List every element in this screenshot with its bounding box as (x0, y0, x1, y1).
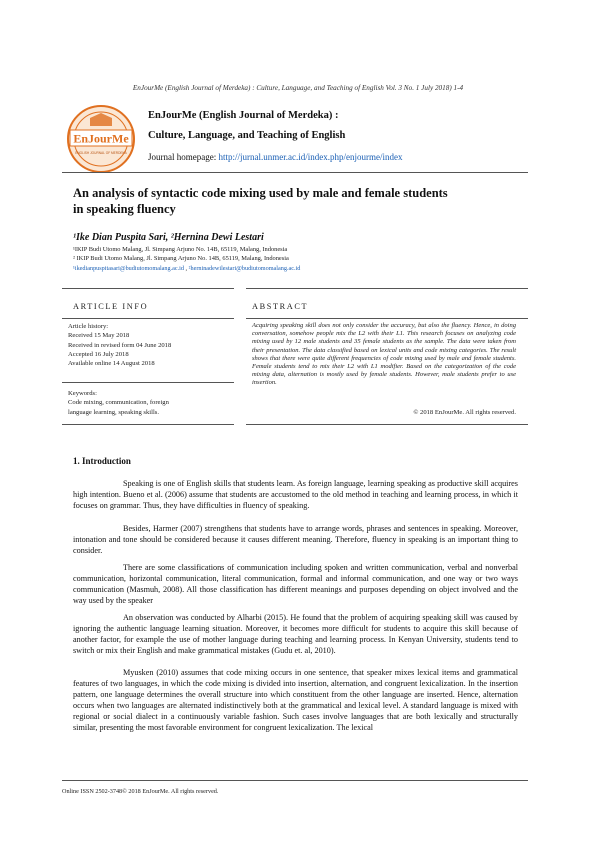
info-divider-top (62, 288, 234, 289)
email-separator: , (184, 265, 189, 272)
keywords-divider (62, 382, 234, 383)
journal-subtitle: Culture, Language, and Teaching of English (148, 130, 346, 141)
abstract-divider-top (246, 288, 528, 289)
info-divider-bottom (62, 424, 234, 425)
paragraph-1: Speaking is one of English skills that students learn. As foreign language, learning speaking as productive skill acquires high intention. Bueno et al. (2006) assume that students are accustomed to the old method in teaching and learning process, in which it focuses on grammar. Thus, they have difficulties in fluency of speaking. (73, 479, 518, 511)
title-line-2: in speaking fluency (73, 202, 176, 216)
paragraph-4: An observation was conducted by Alharbi (2015). He found that the problem of acquiring speaking skill was caused by ignoring the authentic language learning situation. Moreover, it becomes more difficult for students to acquire this skill because of another factor, for example the use of mother language during teaching and learning process. In Kenyan University, students tend to switch or mix their English and make grammatical mistakes (Gudu et. al, 2010). (73, 613, 518, 656)
info-divider (62, 318, 234, 319)
journal-homepage (148, 152, 402, 162)
journal-logo (66, 104, 136, 174)
abstract-copyright: © 2018 EnJourMe. All rights reserved. (413, 409, 516, 416)
article-info-heading: ARTICLE INFO (73, 302, 149, 311)
online-date: Available online 14 August 2018 (68, 360, 155, 368)
logo-subtext: ENGLISH JOURNAL OF MERDEKA (75, 151, 127, 155)
author-emails (73, 265, 300, 272)
email-link-1[interactable]: ¹ikedianpuspitasari@budiutomomalang.ac.id (73, 265, 184, 272)
header-divider (62, 172, 528, 173)
running-head: EnJourMe (English Journal of Merdeka) : Culture, Language, and Teaching of English Vol. 3 No. 1 July 2018) 1-4 (132, 84, 464, 92)
revised-date: Received in revised form 04 June 2018 (68, 341, 172, 349)
homepage-label: Journal homepage: (148, 152, 217, 162)
abstract-text: Acquiring speaking skill does not only consider the accuracy, but also the fluency. Hence, in doing conversation, somehow people mix the L2 with their L1. This research focuses on analyzing code mixing used by 12 male students and 35 female students as the sample. The data were taken from their presentation. The data classified based on lexical units and code mixing categories. The result shows that there were quite different frequencies of code mixing used by male and female students. Female students tend to mix their L2 with L1 modifier. Based on the categorization of the code mixing data, alternation is mostly used by female students. However, male students prefer to use insertion. (252, 322, 516, 387)
abstract-heading: ABSTRACT (252, 302, 309, 311)
received-date: Received 15 May 2018 (68, 332, 130, 340)
section-heading-introduction: 1. Introduction (73, 456, 131, 466)
article-history (68, 322, 238, 368)
affiliation-1: ¹IKIP Budi Utomo Malang, Jl. Simpang Arjuno No. 14B, 65119, Malang, Indonesia (73, 246, 288, 253)
keywords-line-2: language learning, speaking skills. (68, 408, 160, 416)
page-footer: Online ISSN 2502-3748© 2018 EnJourMe. All rights reserved. (62, 788, 219, 795)
homepage-link[interactable]: http://jurnal.unmer.ac.id/index.php/enjourme/index (218, 152, 403, 162)
paragraph-5: Myusken (2010) assumes that code mixing occurs in one sentence, that speaker mixes lexical items and grammatical features of two languages, in which the code mixing is divided into insertion, alternation, and congruent lexicalization. In the insertion pattern, one language determines the overall structure into which constituent from the other language are inserted. Hence, alternation occurs when two languages are alternated indistinctively both at the grammatical and lexical level. A standard language is mixed with regional or social dialect in a continuously variable fashion. Such cases involve languages that are both lexically and structurally similar, presenting the most favorable environment for congruent lexicalization. The lexical (73, 668, 518, 733)
keywords (68, 389, 238, 417)
footer-divider (62, 780, 528, 781)
article-title (73, 185, 533, 217)
journal-name: EnJourMe (English Journal of Merdeka) : (148, 110, 339, 121)
paragraph-3: There are some classifications of communication including spoken and written communication, verbal and nonverbal communication, horizontal communication, literal communication, formal and informal communication, and one way or two ways communication (Masmuh, 2008). All those classification has different meanings and purposes depending on object involved and the way used by the speaker (73, 563, 518, 606)
history-label: Article history: (68, 323, 109, 330)
paragraph-2: Besides, Harmer (2007) strengthens that students have to arrange words, phrases and sentences in speaking. Moreover, intonation and tone should be considered because it causes different meaning. Therefore, fluency in speaking is an important thing to consider. (73, 524, 518, 556)
keywords-label: Keywords: (68, 390, 97, 397)
email-link-2[interactable]: ²herninadewilestari@budiutomomalang.ac.id (188, 265, 301, 272)
accepted-date: Accepted 16 July 2018 (68, 350, 129, 358)
logo-text: EnJourMe (73, 131, 129, 146)
title-line-1: An analysis of syntactic code mixing used by male and female students (73, 186, 448, 200)
keywords-line-1: Code mixing, communication, foreign (68, 399, 169, 407)
journal-seal-logo-icon (66, 104, 136, 174)
affiliation-2: ² IKIP Budi Utomo Malang, Jl. Simpang Arjuno No. 14B, 65119, Malang, Indonesia (73, 255, 289, 262)
abstract-divider (246, 318, 528, 319)
authors: ¹Ike Dian Puspita Sari, ²Hernina Dewi Lestari (73, 232, 264, 243)
abstract-divider-bottom (246, 424, 528, 425)
